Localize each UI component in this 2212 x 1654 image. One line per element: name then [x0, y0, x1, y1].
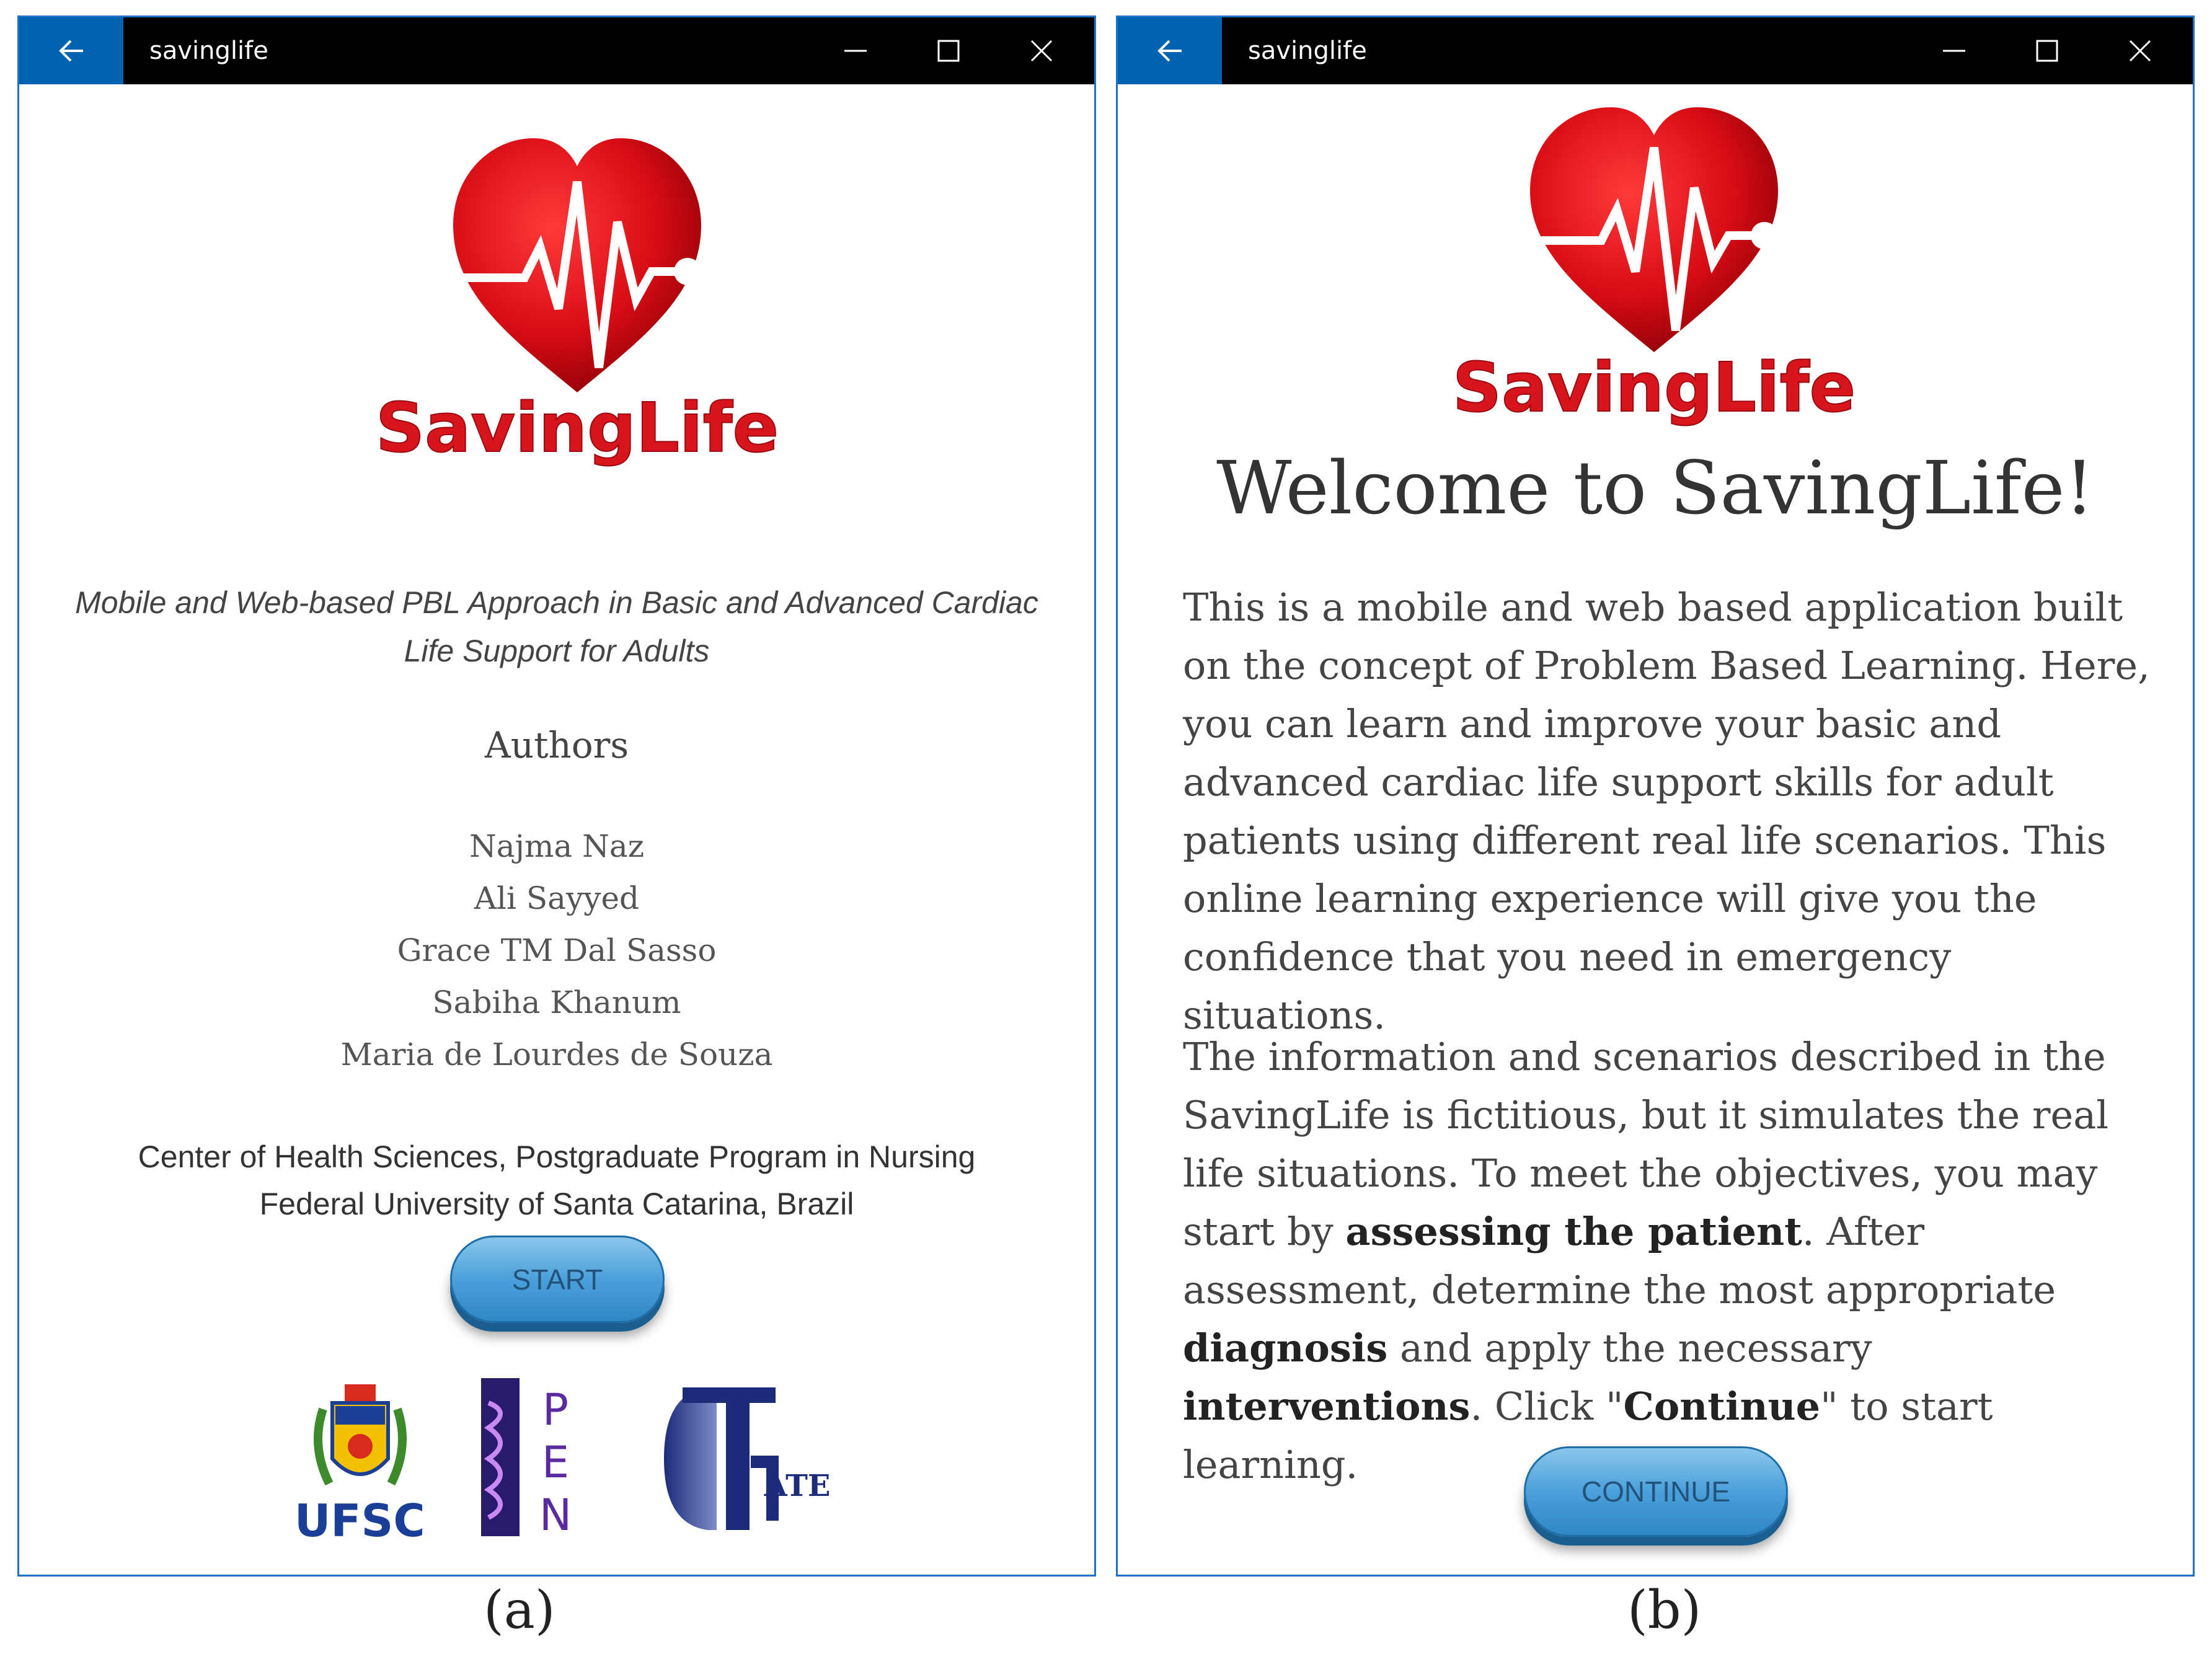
paragraph-text: " to start learning. — [1183, 1384, 1993, 1487]
heart-icon — [453, 138, 701, 392]
paragraph-text: . After assessment, determine the most appropriate — [1183, 1209, 2056, 1312]
savinglife-logo — [1431, 92, 1877, 427]
start-button[interactable]: START — [450, 1236, 665, 1323]
close-button[interactable] — [2094, 17, 2187, 84]
savinglife-logo — [354, 120, 800, 467]
authors-heading: Authors — [484, 724, 629, 766]
maximize-icon — [2035, 38, 2059, 63]
title-bar — [1118, 17, 2193, 84]
gate-logo — [658, 1375, 831, 1546]
back-button[interactable] — [19, 17, 123, 84]
svg-text:ATE: ATE — [764, 1469, 831, 1503]
paragraph-text: The information and scenarios described in the SavingLife is fictitious, but it simulates the real life situations. To meet the objectives, you may start by — [1183, 1034, 2109, 1254]
continue-button[interactable]: CONTINUE — [1524, 1446, 1788, 1537]
institution-line: Center of Health Sciences, Postgraduate Program in Nursing — [138, 1139, 976, 1174]
window-b — [1116, 15, 2195, 1577]
institution — [19, 1133, 1094, 1227]
pen-logo — [481, 1378, 599, 1542]
subtitle-line: Life Support for Adults — [404, 634, 710, 668]
intro-paragraph: This is a mobile and web based application built on the concept of Problem Based Learning. Here, you can learn and improve your basic and advanced cardiac life support skills for adult patients using different real life scenarios. This online learning experience will give you the confidence that you need in emergency situations. — [1183, 585, 2150, 1038]
maximize-button[interactable] — [2001, 17, 2094, 84]
caption-b: (b) — [1627, 1580, 1702, 1640]
heart-icon — [1530, 107, 1778, 352]
window-title: savinglife — [1248, 37, 1367, 65]
close-icon — [2128, 38, 2152, 63]
svg-text:N: N — [539, 1490, 572, 1539]
maximize-button[interactable] — [902, 17, 995, 84]
maximize-icon — [936, 38, 961, 63]
svg-text:SavingLife: SavingLife — [375, 388, 779, 467]
subtitle-line: Mobile and Web-based PBL Approach in Basic and Advanced Cardiac — [75, 585, 1038, 620]
author-name: Maria de Lourdes de Souza — [340, 1037, 773, 1072]
paragraph-text: . Click " — [1470, 1384, 1624, 1429]
author-name: Ali Sayyed — [474, 880, 640, 916]
close-button[interactable] — [995, 17, 1088, 84]
emphasis-text: Continue — [1623, 1384, 1821, 1429]
minimize-icon — [1942, 38, 1966, 63]
window-title: savinglife — [149, 37, 268, 65]
minimize-icon — [843, 38, 868, 63]
back-button[interactable] — [1118, 17, 1222, 84]
title-bar — [19, 17, 1094, 84]
window-a — [17, 15, 1096, 1577]
ufsc-logo — [298, 1372, 422, 1549]
emphasis-text: assessing the patient — [1345, 1209, 1802, 1254]
author-name: Najma Naz — [469, 828, 645, 864]
svg-text:UFSC: UFSC — [298, 1495, 422, 1546]
close-icon — [1029, 38, 1054, 63]
institution-line: Federal University of Santa Catarina, Brazil — [259, 1187, 854, 1221]
minimize-button[interactable] — [1908, 17, 2001, 84]
caption-a: (a) — [484, 1580, 555, 1640]
svg-text:SavingLife: SavingLife — [1452, 348, 1856, 427]
back-arrow-icon — [57, 38, 86, 63]
instructions-paragraph — [1183, 1028, 2162, 1494]
paragraph-text: and apply the necessary — [1387, 1325, 1872, 1371]
author-name: Sabiha Khanum — [432, 984, 681, 1020]
back-arrow-icon — [1156, 38, 1184, 63]
emphasis-text: diagnosis — [1183, 1325, 1388, 1371]
emphasis-text: interventions — [1183, 1384, 1471, 1429]
svg-text:E: E — [541, 1437, 570, 1488]
app-subtitle — [56, 578, 1057, 675]
welcome-heading: Welcome to SavingLife! — [1216, 445, 2094, 531]
author-name: Grace TM Dal Sasso — [397, 932, 717, 968]
svg-text:P: P — [542, 1384, 569, 1435]
minimize-button[interactable] — [809, 17, 902, 84]
authors-list — [19, 820, 1094, 1081]
